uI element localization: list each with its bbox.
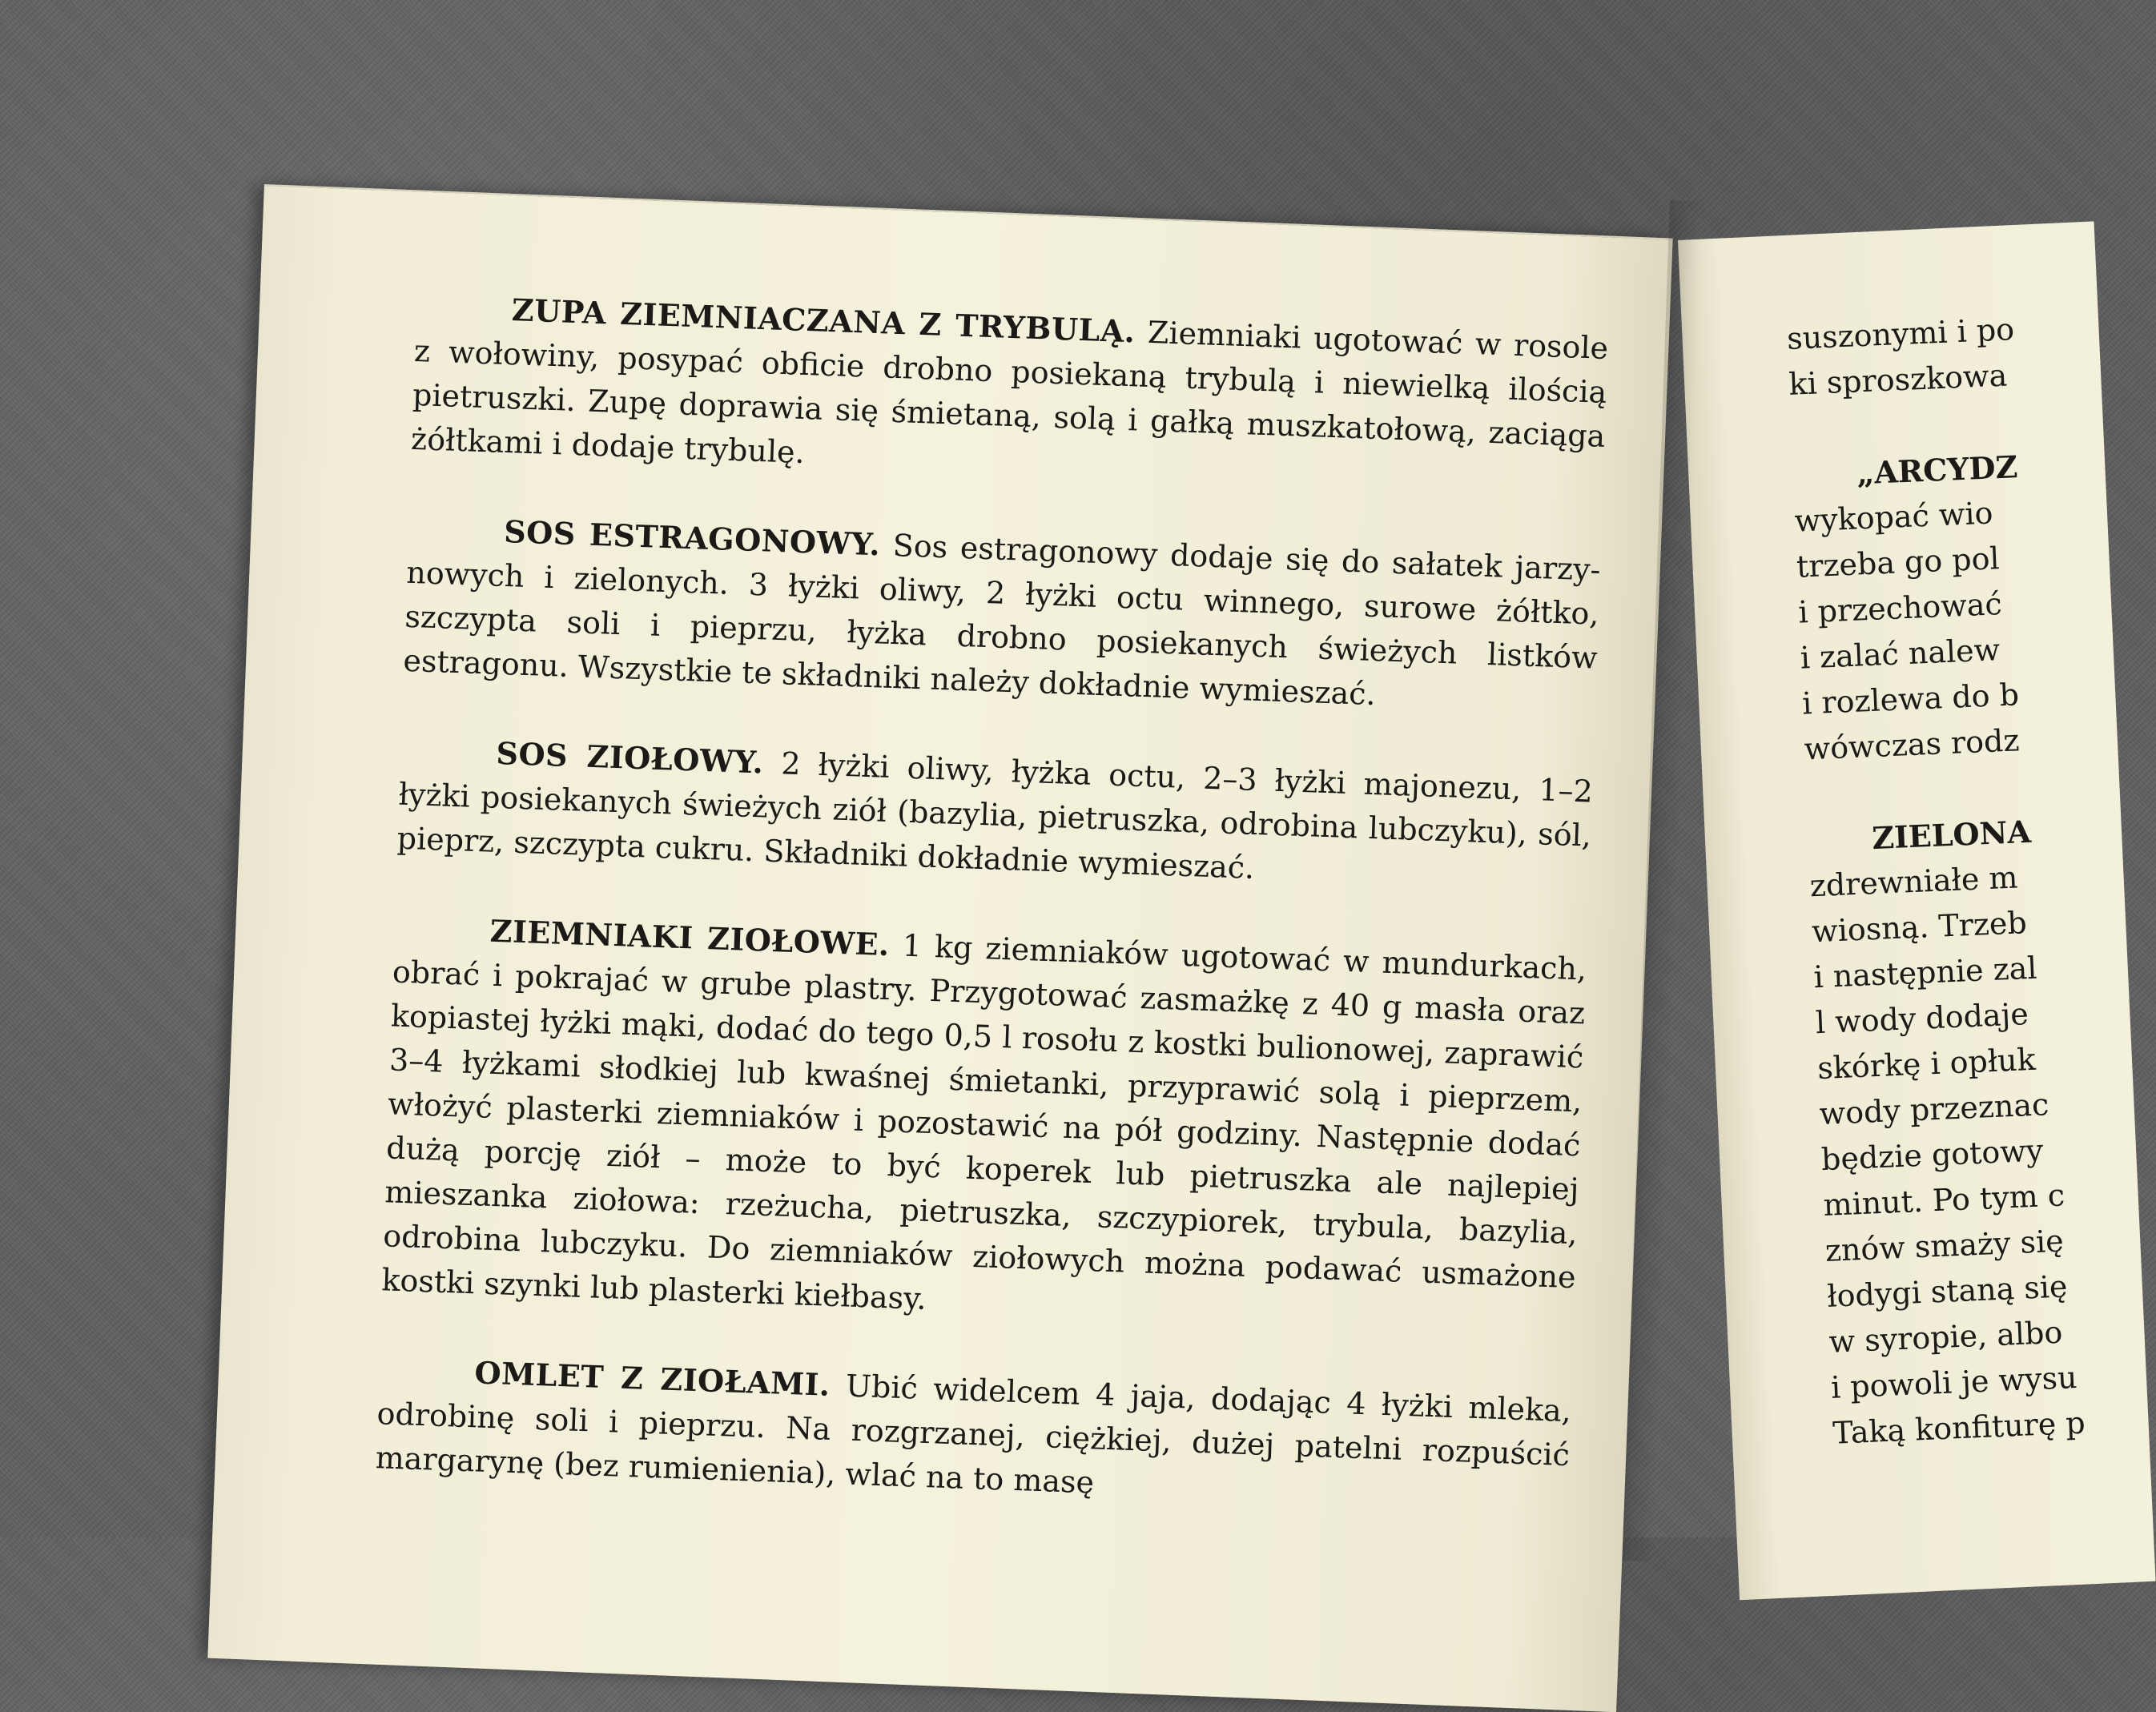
text-line: zdrewniałe m <box>1808 859 2019 904</box>
recipe-body: 2 łyżki oliwy, łyżka octu, 2–3 łyżki majonezu, 1–2 łyżki posiekanych świeżych ziół (bazylia, pietruszka, odrobina lubczyku), sól, pieprz, szczypta cukru. Składniki dokładnie wymieszać. <box>396 745 1594 886</box>
text-line: i rozlewa do b <box>1801 677 2020 721</box>
text-line: będzie gotowy <box>1820 1132 2045 1178</box>
text-line: i przechować <box>1797 586 2003 630</box>
recipe-heading: „ARCYDZ <box>1856 448 2019 492</box>
text-line: w syropie, albo <box>1828 1314 2064 1360</box>
text-line: wody przeznac <box>1818 1087 2050 1132</box>
text-line: skórkę i opłuk <box>1816 1041 2037 1087</box>
recipe-heading: OMLET Z ZIOŁAMI. <box>473 1354 831 1403</box>
recipe-paragraph <box>403 506 1602 725</box>
text-line: i zalać nalew <box>1799 632 2001 676</box>
recipe-paragraph <box>375 1347 1572 1521</box>
recipe-heading: ZIEMNIAKI ZIOŁOWE. <box>489 912 891 963</box>
recipe-heading: SOS ZIOŁOWY. <box>495 734 765 781</box>
text-line: i powoli je wysu <box>1830 1359 2078 1405</box>
text-line: Taką konfiturę p <box>1832 1405 2086 1451</box>
text-line: suszonymi i po <box>1786 311 2015 356</box>
recipe-body: Sos estragonowy dodaje się do sałatek jarzynowych i zielonych. 3 łyżki oliwy, 2 łyżki octu winnego, surowe żółtko, szczypta soli i pieprzu, łyżka drobno posiekanych świeżych listków estragonu. Wszystkie te składniki należy dokładnie wymieszać. <box>402 527 1602 713</box>
recipe-heading: ZUPA ZIEMNIACZANA Z TRYBULĄ. <box>511 291 1136 350</box>
recipe-body: 1 kg ziemniaków ugotować w mundurkach, obrać i pokrajać w grube plastry. Przygotować zasmażkę z 40 g masła oraz kopiastej łyżki mąki, dodać do tego 0,5 l rosołu z kostki bulionowej, zaprawić 3–4 łyżkami słodkiej lub kwaśnej śmietanki, przyprawić solą i pieprzem, włożyć plasterki ziemniaków i pozostawić na pół godziny. Następnie dodać dużą porcję ziół – może to być koperek lub pietruszka ale najlepiej mieszanka ziołowa: rzeżucha, pietruszka, szczypiorek, trybula, bazylia, odrobina lubczyku. Do ziemniaków ziołowych można podawać usmażone kostki szynki lub plasterki kiełbasy. <box>380 927 1587 1316</box>
recipe-heading: SOS ESTRAGONOWY. <box>503 513 881 563</box>
recipe-paragraph <box>381 906 1587 1344</box>
left-page-text <box>373 284 1609 1566</box>
right-page-text <box>1786 303 2154 1457</box>
text-line: i następnie zal <box>1812 950 2038 995</box>
text-line: wiosną. Trzeb <box>1811 905 2028 950</box>
recipe-paragraph <box>396 728 1594 902</box>
recipe-heading: ZIELONA <box>1871 813 2032 857</box>
recipe-body: Ziemniaki ugotować w rosole z wołowiny, posypać obficie drobno posiekaną trybulą i niewielką ilością pietruszki. Zupę doprawia się śmietaną, solą i gałką muszkatołową, zaciąga żółtkami i dodaje trybulę. <box>410 314 1609 471</box>
text-line: znów smaży się <box>1824 1223 2065 1268</box>
text-line: l wody dodaje <box>1815 996 2029 1041</box>
text-line: łodygi staną się <box>1826 1268 2069 1314</box>
text-line: wówczas rodz <box>1803 722 2021 767</box>
text-line: ki sproszkowa <box>1788 357 2008 402</box>
recipe-body: Ubić widelcem 4 jaja, dodając 4 łyżki mleka, odrobinę soli i pieprzu. Na rozgrzanej, ciężkiej, dużej patelni rozpuścić margarynę (bez rumienienia), wlać na to masę <box>375 1367 1572 1501</box>
text-line: minut. Po tym c <box>1822 1177 2065 1224</box>
text-line: wykopać wio <box>1793 495 1994 539</box>
text-line: trzeba go pol <box>1796 541 2001 585</box>
